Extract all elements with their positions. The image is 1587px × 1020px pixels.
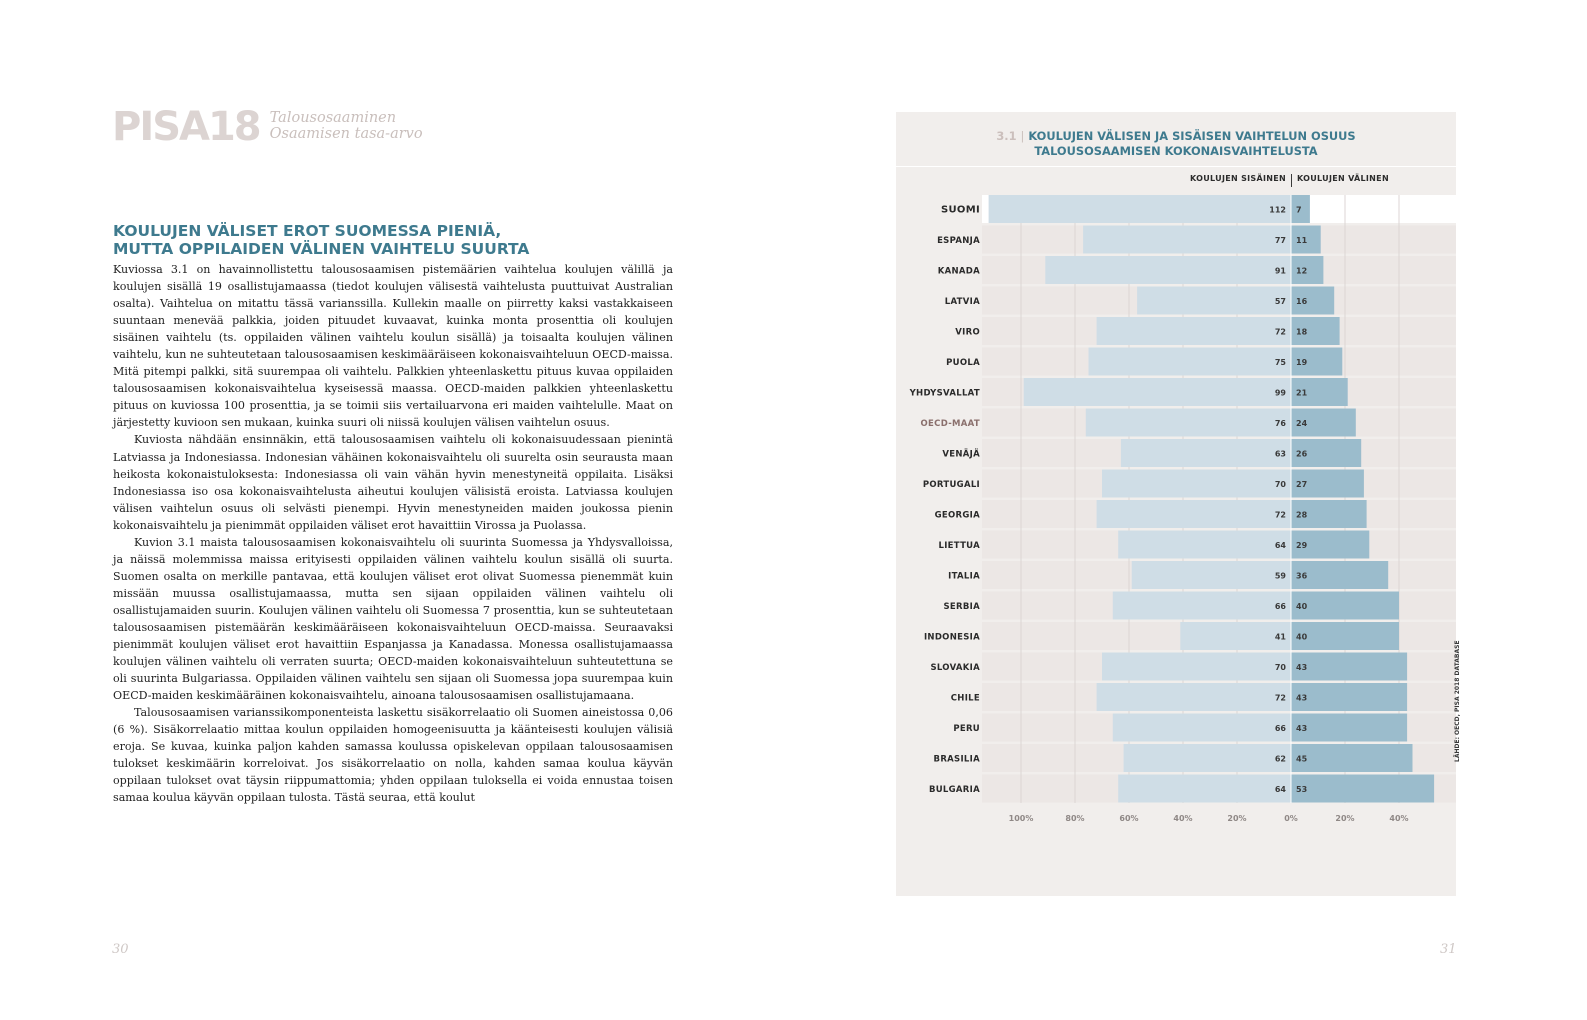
value-within: 91 bbox=[1274, 266, 1286, 276]
country-label: GEORGIA bbox=[934, 510, 980, 521]
article-heading bbox=[113, 222, 673, 258]
value-between: 11 bbox=[1296, 236, 1308, 245]
logo-mark: PISA18 bbox=[112, 104, 260, 150]
tick-label: 40% bbox=[1389, 814, 1409, 823]
value-within: 64 bbox=[1274, 541, 1286, 550]
bar-within bbox=[1024, 378, 1291, 406]
country-label: PERU bbox=[953, 724, 980, 734]
value-between: 24 bbox=[1296, 419, 1308, 428]
bar-between bbox=[1291, 683, 1407, 711]
bar-chart bbox=[896, 112, 1456, 896]
bar-within bbox=[1102, 653, 1291, 681]
bar-within bbox=[1097, 683, 1291, 711]
country-label: VIRO bbox=[955, 327, 980, 338]
legend-within: KOULUJEN SISÄINEN bbox=[1190, 174, 1286, 183]
value-within: 66 bbox=[1274, 602, 1286, 611]
value-within: 70 bbox=[1274, 663, 1286, 672]
value-between: 36 bbox=[1296, 571, 1308, 581]
value-within: 72 bbox=[1274, 693, 1286, 703]
bar-within bbox=[1086, 409, 1291, 437]
bar-within bbox=[1118, 775, 1291, 803]
value-between: 29 bbox=[1296, 541, 1308, 550]
bar-within bbox=[1045, 256, 1291, 284]
bar-within bbox=[1124, 744, 1291, 772]
page-number-right: 31 bbox=[1440, 942, 1457, 957]
paragraph: Kuviosta nähdään ensinnäkin, että talousosaamisen vaihtelu oli kokonaisuudessaan pienintä Latviassa ja Indonesiassa. Indonesian vähäinen kokonaisvaihtelu oli suurelta osin seurausta maan heikosta kokonaistuloksesta: Indonesiassa oli vain vähän hyvin menestyneitä oppilaita. Lisäksi Indonesiassa iso osa kokonaisvaihtelusta aiheutui koulujen välisistä eroista. Latviassa koulujen välisen vaihtelun osuus oli selvästi pienempi. Hyvin menestyneiden maiden joukossa pienin kokonaisvaihtelu ja pienimmät oppilaiden väliset erot havaittiin Virossa ja Puolassa. bbox=[113, 433, 673, 532]
value-within: 62 bbox=[1274, 754, 1286, 764]
figure-number: 3.1 bbox=[996, 129, 1017, 143]
country-label: ITALIA bbox=[948, 571, 980, 582]
value-between: 18 bbox=[1296, 327, 1308, 337]
bar-between bbox=[1291, 653, 1407, 681]
value-between: 27 bbox=[1296, 480, 1308, 489]
bar-within bbox=[1113, 592, 1291, 620]
tick-label: 80% bbox=[1065, 814, 1085, 823]
bar-between bbox=[1291, 714, 1407, 742]
value-between: 40 bbox=[1296, 602, 1308, 611]
value-between: 16 bbox=[1296, 297, 1308, 306]
article-body bbox=[113, 261, 673, 807]
bar-within bbox=[1089, 348, 1292, 376]
value-between: 28 bbox=[1296, 510, 1308, 520]
paragraph: Kuviossa 3.1 on havainnollistettu talousosaamisen pistemäärien vaihtelua koulujen välillä ja koulujen sisällä 19 osallistujamaassa (tiedot koulujen välisestä vaihtelusta puuttuivat Australian osalta). Vaihtelua on mitattu tässä varianssilla. Kullekin maalle on piirretty kaksi vastakkaiseen suuntaan menevää palkkia, joiden pituudet kuvaavat, kuinka monta prosenttia oli koulujen sisäinen vaihtelu (ts. oppilaiden välinen vaihtelu koulun sisällä) ja toisaalta koulujen välinen vaihtelu, kun ne suhteutetaan talousosaamisen keskimääräiseen kokonaisvaihteluun OECD-maissa. Mitä pitempi palkki, sitä suurempaa oli vaihtelu. Palkkien yhteenlaskettu pituus kuvaa oppilaiden talousosaamisen kokonaisvaihtelua kyseisessä maassa. OECD-maiden palkkien yhteenlaskettu pituus on kuviossa 100 prosenttia, ja se toimii siis vertailuarvona eri maiden vaihtelulle. Maat on järjestetty kuvioon sen mukaan, kuinka suuri oli niissä koulujen välisen vaihtelun osuus. bbox=[113, 263, 673, 430]
subtitle-line1: Talousosaaminen bbox=[269, 110, 397, 126]
value-between: 19 bbox=[1296, 358, 1308, 367]
country-label: VENÄJÄ bbox=[942, 449, 980, 460]
value-within: 75 bbox=[1274, 358, 1286, 367]
bar-within bbox=[989, 195, 1291, 223]
bar-within bbox=[1137, 287, 1291, 315]
heading-line2: MUTTA OPPILAIDEN VÄLINEN VAIHTELU SUURTA bbox=[113, 240, 530, 258]
title-separator: | bbox=[1020, 129, 1025, 143]
value-between: 12 bbox=[1296, 266, 1308, 276]
bar-between bbox=[1291, 775, 1434, 803]
country-label: LATVIA bbox=[944, 297, 980, 307]
value-within: 76 bbox=[1274, 419, 1286, 428]
country-label: YHDYSVALLAT bbox=[909, 388, 980, 399]
value-within: 112 bbox=[1269, 205, 1286, 215]
logo-subtitle bbox=[270, 104, 423, 142]
value-within: 77 bbox=[1274, 236, 1286, 245]
figure-title-text1: KOULUJEN VÄLISEN JA SISÄISEN VAIHTELUN OSUUS bbox=[1028, 129, 1356, 143]
bar-between bbox=[1291, 622, 1399, 650]
country-label: PUOLA bbox=[946, 358, 980, 368]
value-between: 40 bbox=[1296, 632, 1308, 642]
page-number-left: 30 bbox=[112, 942, 129, 957]
value-between: 43 bbox=[1296, 724, 1308, 733]
figure-source: LÄHDE: OECD, PISA 2018 DATABASE bbox=[1454, 640, 1461, 762]
country-label: LIETTUA bbox=[938, 541, 980, 551]
pisa-logo bbox=[112, 104, 423, 154]
legend-between: KOULUJEN VÄLINEN bbox=[1297, 174, 1389, 183]
bar-within bbox=[1113, 714, 1291, 742]
subtitle-line2: Osaamisen tasa-arvo bbox=[269, 126, 423, 142]
tick-label: 40% bbox=[1173, 814, 1193, 823]
paragraph: Talousosaamisen varianssikomponenteista laskettu sisäkorrelaatio oli Suomen aineistossa 0,06 (6 %). Sisäkorrelaatio mittaa koulun oppilaiden homogeenisuutta ja käänteisesti koulujen välisiä eroja. Se kuvaa, kuinka paljon kahden samassa koulussa opiskelevan oppilaan talousosaamisen tulokset keskimäärin korreloivat. Jos sisäkorrelaatio on nolla, kahden samaa koulua käyvän oppilaan tulokset ovat täysin riippumattomia; yhden oppilaan tuloksella ei voida ennustaa toisen samaa koulua käyvän oppilaan tulosta. Tästä seuraa, että koulut bbox=[113, 706, 673, 805]
tick-label: 20% bbox=[1227, 814, 1247, 823]
country-label: BULGARIA bbox=[928, 785, 980, 795]
bar-within bbox=[1083, 226, 1291, 254]
value-within: 72 bbox=[1274, 327, 1286, 337]
value-within: 64 bbox=[1274, 785, 1286, 794]
country-label: ESPANJA bbox=[937, 236, 980, 246]
bar-within bbox=[1102, 470, 1291, 498]
value-within: 99 bbox=[1274, 388, 1286, 398]
country-label: SLOVAKIA bbox=[930, 663, 980, 673]
tick-label: 20% bbox=[1335, 814, 1355, 823]
value-within: 59 bbox=[1274, 571, 1286, 581]
value-within: 70 bbox=[1274, 480, 1286, 489]
value-between: 7 bbox=[1296, 205, 1302, 215]
bar-within bbox=[1132, 561, 1291, 589]
figure-title-line2: TALOUSOSAAMISEN KOKONAISVAIHTELUSTA bbox=[1034, 144, 1318, 158]
tick-label: 0% bbox=[1284, 814, 1298, 823]
bar-within bbox=[1118, 531, 1291, 559]
country-label: PORTUGALI bbox=[922, 480, 980, 490]
bar-between bbox=[1291, 744, 1413, 772]
figure-panel bbox=[896, 112, 1461, 896]
value-between: 26 bbox=[1296, 449, 1308, 459]
bar-within bbox=[1121, 439, 1291, 467]
country-label: BRASILIA bbox=[933, 754, 980, 765]
bar-within bbox=[1097, 317, 1291, 345]
country-label: INDONESIA bbox=[923, 632, 980, 643]
bar-between bbox=[1291, 592, 1399, 620]
value-within: 72 bbox=[1274, 510, 1286, 520]
country-label: SUOMI bbox=[941, 204, 980, 216]
country-label: SERBIA bbox=[943, 602, 980, 612]
heading-line1: KOULUJEN VÄLISET EROT SUOMESSA PIENIÄ, bbox=[113, 222, 502, 240]
value-within: 41 bbox=[1274, 632, 1286, 642]
value-within: 63 bbox=[1274, 449, 1286, 459]
bar-within bbox=[1097, 500, 1291, 528]
value-between: 45 bbox=[1296, 754, 1308, 764]
country-label: OECD-MAAT bbox=[920, 419, 980, 429]
value-between: 43 bbox=[1296, 663, 1308, 672]
value-between: 43 bbox=[1296, 693, 1308, 703]
value-between: 21 bbox=[1296, 388, 1308, 398]
paragraph: Kuvion 3.1 maista talousosaamisen kokonaisvaihtelu oli suurinta Suomessa ja Yhdysvalloissa, ja näissä molemmissa maissa erityisesti oppilaiden välinen vaihtelu koulun sisällä oli suurta. Suomen osalta on merkille pantavaa, että koulujen väliset erot olivat Suomessa pienemmät kuin missään muussa osallistujamaassa, mutta sen sijaan oppilaiden välinen vaihtelu oli osallistujamaiden suurin. Koulujen välinen vaihtelu oli Suomessa 7 prosenttia, kun se suhteutetaan talousosaamisen pistemäärän keskimääräiseen kokonaisvaihteluun OECD-maissa. Seuraavaksi pienimmät koulujen väliset erot havaittiin Espanjassa ja Kanadassa. Monessa osallistujamaassa koulujen välinen vaihtelu oli verraten suurta; OECD-maiden kokonaisvaihteluun suhteutettuna se oli suurinta Bulgariassa. Oppilaiden välinen vaihtelu sen sijaan oli Suomessa jopa suurempaa kuin OECD-maiden keskimääräinen kokonaisvaihtelu, ainoana talousosaamisen osallistujamaana. bbox=[113, 535, 673, 703]
country-label: KANADA bbox=[937, 266, 980, 277]
tick-label: 60% bbox=[1119, 814, 1139, 823]
country-label: CHILE bbox=[950, 693, 980, 704]
value-between: 53 bbox=[1296, 785, 1308, 794]
tick-label: 100% bbox=[1008, 814, 1034, 823]
value-within: 57 bbox=[1274, 297, 1286, 306]
value-within: 66 bbox=[1274, 724, 1286, 733]
